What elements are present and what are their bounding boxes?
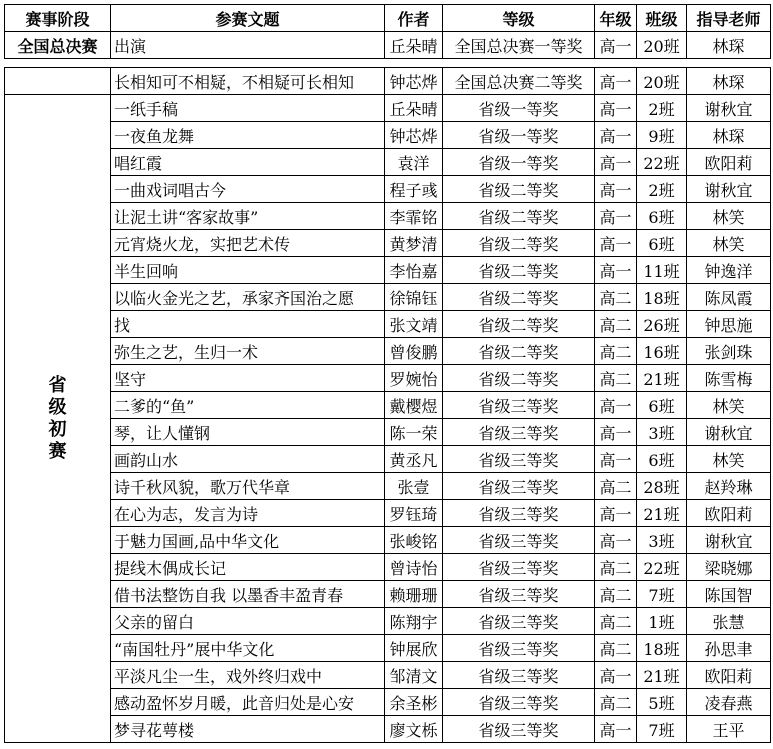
cell-teacher: 谢秋宜 bbox=[687, 527, 771, 554]
cell-grade: 高一 bbox=[595, 149, 637, 176]
cell-class: 11班 bbox=[637, 257, 687, 284]
table-row bbox=[5, 230, 771, 257]
cell-author: 廖文栎 bbox=[385, 716, 443, 743]
cell-teacher: 赵羚琳 bbox=[687, 473, 771, 500]
cell-award: 省级三等奖 bbox=[443, 662, 595, 689]
cell-title: 借书法整饬自我 以墨香丰盈青春 bbox=[111, 581, 385, 608]
cell-teacher: 林笑 bbox=[687, 203, 771, 230]
cell-class: 21班 bbox=[637, 500, 687, 527]
header-title: 参赛文题 bbox=[111, 5, 385, 32]
table-row bbox=[5, 581, 771, 608]
cell-award: 省级二等奖 bbox=[443, 284, 595, 311]
cell-class: 3班 bbox=[637, 419, 687, 446]
awards-table-container bbox=[4, 4, 770, 743]
cell-grade: 高二 bbox=[595, 689, 637, 716]
cell-class: 26班 bbox=[637, 311, 687, 338]
cell-title: 一曲戏词唱古今 bbox=[111, 176, 385, 203]
cell-grade: 高二 bbox=[595, 608, 637, 635]
cell-teacher: 欧阳莉 bbox=[687, 500, 771, 527]
cell-award: 省级二等奖 bbox=[443, 176, 595, 203]
cell-class: 21班 bbox=[637, 662, 687, 689]
cell-class: 20班 bbox=[637, 32, 687, 59]
cell-grade: 高二 bbox=[595, 338, 637, 365]
cell-author: 邹清文 bbox=[385, 662, 443, 689]
table-row bbox=[5, 32, 771, 59]
cell-teacher: 钟思施 bbox=[687, 311, 771, 338]
stage-blank bbox=[5, 68, 111, 95]
header-class: 班级 bbox=[637, 5, 687, 32]
cell-grade: 高二 bbox=[595, 635, 637, 662]
cell-grade: 高一 bbox=[595, 716, 637, 743]
cell-author: 丘朵晴 bbox=[385, 95, 443, 122]
cell-grade: 高一 bbox=[595, 662, 637, 689]
table-row bbox=[5, 392, 771, 419]
cell-award: 省级三等奖 bbox=[443, 608, 595, 635]
cell-title: 让泥土讲“客家故事” bbox=[111, 203, 385, 230]
cell-teacher: 陈凤霞 bbox=[687, 284, 771, 311]
cell-title: 出演 bbox=[111, 32, 385, 59]
header-author: 作者 bbox=[385, 5, 443, 32]
cell-teacher: 陈雪梅 bbox=[687, 365, 771, 392]
cell-grade: 高一 bbox=[595, 419, 637, 446]
cell-grade: 高一 bbox=[595, 32, 637, 59]
cell-grade: 高一 bbox=[595, 500, 637, 527]
cell-award: 省级二等奖 bbox=[443, 311, 595, 338]
cell-author: 张文靖 bbox=[385, 311, 443, 338]
cell-author: 丘朵晴 bbox=[385, 32, 443, 59]
cell-class: 6班 bbox=[637, 446, 687, 473]
cell-teacher: 欧阳莉 bbox=[687, 149, 771, 176]
cell-teacher: 林琛 bbox=[687, 32, 771, 59]
cell-title: 平淡凡尘一生，戏外终归戏中 bbox=[111, 662, 385, 689]
prelim-stage-char: 省 bbox=[48, 374, 67, 396]
cell-teacher: 张剑珠 bbox=[687, 338, 771, 365]
cell-teacher: 凌春燕 bbox=[687, 689, 771, 716]
cell-class: 1班 bbox=[637, 608, 687, 635]
cell-author: 张壹 bbox=[385, 473, 443, 500]
table-row bbox=[5, 122, 771, 149]
cell-grade: 高二 bbox=[595, 554, 637, 581]
cell-author: 陈翔宇 bbox=[385, 608, 443, 635]
cell-class: 3班 bbox=[637, 527, 687, 554]
cell-author: 程子彧 bbox=[385, 176, 443, 203]
section-spacer bbox=[5, 59, 771, 68]
cell-teacher: 谢秋宜 bbox=[687, 419, 771, 446]
cell-class: 6班 bbox=[637, 203, 687, 230]
cell-class: 22班 bbox=[637, 554, 687, 581]
cell-title: “南国牡丹”展中华文化 bbox=[111, 635, 385, 662]
cell-teacher: 谢秋宜 bbox=[687, 95, 771, 122]
cell-grade: 高一 bbox=[595, 176, 637, 203]
cell-title: 于魅力国画,品中华文化 bbox=[111, 527, 385, 554]
cell-title: 唱红霞 bbox=[111, 149, 385, 176]
cell-class: 5班 bbox=[637, 689, 687, 716]
cell-title: 感动盈怀岁月暖，此音归处是心安 bbox=[111, 689, 385, 716]
cell-author: 袁洋 bbox=[385, 149, 443, 176]
table-row bbox=[5, 311, 771, 338]
cell-author: 李霏铭 bbox=[385, 203, 443, 230]
cell-title: 画韵山水 bbox=[111, 446, 385, 473]
cell-title: 二爹的“鱼” bbox=[111, 392, 385, 419]
table-row bbox=[5, 608, 771, 635]
table-row bbox=[5, 68, 771, 95]
prelim-section bbox=[5, 68, 771, 743]
cell-grade: 高二 bbox=[595, 581, 637, 608]
cell-author: 钟芯烨 bbox=[385, 122, 443, 149]
cell-grade: 高一 bbox=[595, 122, 637, 149]
cell-title: 以临火金光之艺，承家齐国治之愿 bbox=[111, 284, 385, 311]
table-row bbox=[5, 527, 771, 554]
cell-title: 长相知可不相疑，不相疑可长相知 bbox=[111, 68, 385, 95]
cell-award: 省级二等奖 bbox=[443, 257, 595, 284]
cell-class: 18班 bbox=[637, 284, 687, 311]
cell-class: 21班 bbox=[637, 365, 687, 392]
cell-class: 7班 bbox=[637, 581, 687, 608]
cell-award: 全国总决赛一等奖 bbox=[443, 32, 595, 59]
cell-award: 省级三等奖 bbox=[443, 635, 595, 662]
cell-title: 弥生之艺，生归一术 bbox=[111, 338, 385, 365]
cell-grade: 高一 bbox=[595, 446, 637, 473]
cell-title: 琴，让人懂钢 bbox=[111, 419, 385, 446]
cell-teacher: 张慧 bbox=[687, 608, 771, 635]
cell-grade: 高二 bbox=[595, 311, 637, 338]
header-teacher: 指导老师 bbox=[687, 5, 771, 32]
cell-class: 6班 bbox=[637, 392, 687, 419]
cell-award: 省级三等奖 bbox=[443, 716, 595, 743]
cell-grade: 高一 bbox=[595, 527, 637, 554]
cell-teacher: 谢秋宜 bbox=[687, 176, 771, 203]
awards-table bbox=[4, 4, 771, 743]
table-row bbox=[5, 473, 771, 500]
cell-author: 钟芯烨 bbox=[385, 68, 443, 95]
cell-grade: 高一 bbox=[595, 392, 637, 419]
cell-author: 赖珊珊 bbox=[385, 581, 443, 608]
cell-award: 省级三等奖 bbox=[443, 527, 595, 554]
finals-stage: 全国总决赛 bbox=[5, 32, 111, 59]
cell-teacher: 陈国智 bbox=[687, 581, 771, 608]
cell-award: 省级三等奖 bbox=[443, 500, 595, 527]
cell-award: 省级一等奖 bbox=[443, 95, 595, 122]
table-row bbox=[5, 635, 771, 662]
cell-grade: 高二 bbox=[595, 284, 637, 311]
cell-title: 梦寻花萼楼 bbox=[111, 716, 385, 743]
cell-class: 9班 bbox=[637, 122, 687, 149]
cell-award: 省级三等奖 bbox=[443, 689, 595, 716]
cell-teacher: 钟逸洋 bbox=[687, 257, 771, 284]
table-row bbox=[5, 257, 771, 284]
cell-author: 徐锦钰 bbox=[385, 284, 443, 311]
table-row bbox=[5, 365, 771, 392]
cell-class: 20班 bbox=[637, 68, 687, 95]
table-row bbox=[5, 716, 771, 743]
table-row bbox=[5, 500, 771, 527]
table-row bbox=[5, 203, 771, 230]
table-row bbox=[5, 689, 771, 716]
table-row bbox=[5, 419, 771, 446]
prelim-stage bbox=[5, 95, 111, 743]
cell-award: 省级一等奖 bbox=[443, 149, 595, 176]
table-row bbox=[5, 662, 771, 689]
table-row bbox=[5, 554, 771, 581]
cell-title: 找 bbox=[111, 311, 385, 338]
cell-teacher: 梁晓娜 bbox=[687, 554, 771, 581]
spacer-cell bbox=[5, 59, 771, 68]
cell-author: 陈一荣 bbox=[385, 419, 443, 446]
cell-class: 2班 bbox=[637, 95, 687, 122]
cell-author: 曾诗怡 bbox=[385, 554, 443, 581]
cell-author: 曾俊鹏 bbox=[385, 338, 443, 365]
cell-title: 坚守 bbox=[111, 365, 385, 392]
cell-class: 16班 bbox=[637, 338, 687, 365]
cell-title: 半生回响 bbox=[111, 257, 385, 284]
cell-teacher: 王平 bbox=[687, 716, 771, 743]
cell-title: 父亲的留白 bbox=[111, 608, 385, 635]
cell-title: 一夜鱼龙舞 bbox=[111, 122, 385, 149]
prelim-stage-char: 赛 bbox=[48, 440, 67, 462]
cell-class: 18班 bbox=[637, 635, 687, 662]
cell-grade: 高一 bbox=[595, 95, 637, 122]
cell-grade: 高二 bbox=[595, 473, 637, 500]
cell-teacher: 林笑 bbox=[687, 230, 771, 257]
cell-grade: 高一 bbox=[595, 203, 637, 230]
table-row bbox=[5, 149, 771, 176]
table-row bbox=[5, 338, 771, 365]
header-row bbox=[5, 5, 771, 32]
header-grade: 年级 bbox=[595, 5, 637, 32]
cell-grade: 高一 bbox=[595, 68, 637, 95]
cell-award: 省级一等奖 bbox=[443, 122, 595, 149]
cell-class: 2班 bbox=[637, 176, 687, 203]
cell-award: 省级二等奖 bbox=[443, 203, 595, 230]
cell-author: 黄丞凡 bbox=[385, 446, 443, 473]
cell-teacher: 林笑 bbox=[687, 392, 771, 419]
cell-award: 全国总决赛二等奖 bbox=[443, 68, 595, 95]
prelim-stage-char: 级 bbox=[48, 396, 67, 418]
cell-title: 元宵烧火龙，实把艺术传 bbox=[111, 230, 385, 257]
cell-award: 省级二等奖 bbox=[443, 338, 595, 365]
cell-author: 张峻铭 bbox=[385, 527, 443, 554]
cell-author: 黄梦清 bbox=[385, 230, 443, 257]
cell-author: 罗婉怡 bbox=[385, 365, 443, 392]
cell-class: 7班 bbox=[637, 716, 687, 743]
table-row bbox=[5, 284, 771, 311]
cell-title: 诗千秋风貌，歌万代华章 bbox=[111, 473, 385, 500]
cell-teacher: 林琛 bbox=[687, 122, 771, 149]
cell-grade: 高一 bbox=[595, 257, 637, 284]
cell-award: 省级三等奖 bbox=[443, 446, 595, 473]
cell-award: 省级三等奖 bbox=[443, 581, 595, 608]
table-row bbox=[5, 176, 771, 203]
prelim-stage-char: 初 bbox=[48, 418, 67, 440]
cell-title: 提线木偶成长记 bbox=[111, 554, 385, 581]
cell-class: 22班 bbox=[637, 149, 687, 176]
cell-teacher: 欧阳莉 bbox=[687, 662, 771, 689]
cell-award: 省级三等奖 bbox=[443, 554, 595, 581]
header-award: 等级 bbox=[443, 5, 595, 32]
table-row bbox=[5, 95, 771, 122]
cell-teacher: 林笑 bbox=[687, 446, 771, 473]
cell-title: 一纸手稿 bbox=[111, 95, 385, 122]
cell-grade: 高一 bbox=[595, 230, 637, 257]
cell-class: 28班 bbox=[637, 473, 687, 500]
cell-class: 6班 bbox=[637, 230, 687, 257]
cell-author: 钟展欣 bbox=[385, 635, 443, 662]
cell-author: 戴樱煜 bbox=[385, 392, 443, 419]
cell-award: 省级三等奖 bbox=[443, 473, 595, 500]
cell-award: 省级三等奖 bbox=[443, 392, 595, 419]
cell-teacher: 孙思聿 bbox=[687, 635, 771, 662]
cell-grade: 高二 bbox=[595, 365, 637, 392]
cell-award: 省级三等奖 bbox=[443, 419, 595, 446]
cell-teacher: 林琛 bbox=[687, 68, 771, 95]
header-stage: 赛事阶段 bbox=[5, 5, 111, 32]
cell-award: 省级二等奖 bbox=[443, 365, 595, 392]
cell-title: 在心为志，发言为诗 bbox=[111, 500, 385, 527]
cell-award: 省级二等奖 bbox=[443, 230, 595, 257]
table-row bbox=[5, 446, 771, 473]
cell-author: 李怡嘉 bbox=[385, 257, 443, 284]
cell-author: 罗钰琦 bbox=[385, 500, 443, 527]
cell-author: 余圣彬 bbox=[385, 689, 443, 716]
